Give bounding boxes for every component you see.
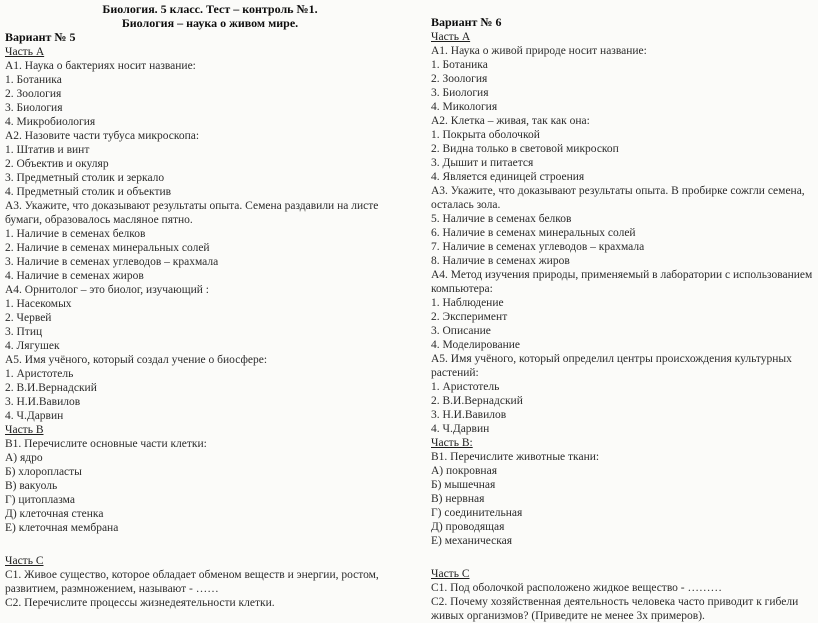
option xyxy=(2,521,418,535)
question xyxy=(428,114,816,128)
part-heading xyxy=(428,30,816,44)
option xyxy=(428,394,816,408)
line-text: Часть А xyxy=(5,46,45,58)
part-heading xyxy=(2,45,418,59)
variant-5-column xyxy=(2,3,418,610)
line-text: А2. Назовите части тубуса микроскопа: xyxy=(5,130,200,142)
part-heading xyxy=(428,436,816,450)
option xyxy=(428,338,816,352)
line-text: 4. Микробиология xyxy=(5,116,96,128)
line-text: А5. Имя учёного, который создал учение о биосфере: xyxy=(5,354,268,366)
option xyxy=(2,143,418,157)
option xyxy=(428,534,816,548)
variant-heading xyxy=(2,30,418,45)
line-text: Г) цитоплазма xyxy=(5,494,75,506)
line-text: В) вакуоль xyxy=(5,480,58,492)
variant-6-column xyxy=(428,15,816,623)
question xyxy=(2,437,418,451)
question xyxy=(2,568,418,596)
option xyxy=(428,226,816,240)
question xyxy=(2,353,418,367)
part-heading xyxy=(428,567,816,581)
page-title-line2: Биология – наука о живом мире. xyxy=(121,15,299,30)
line-text: А5. Имя учёного, который определил центры происхождения культурных растений: xyxy=(431,353,792,379)
line-text: 3. Предметный столик и зеркало xyxy=(5,172,165,184)
line-text: Часть В: xyxy=(431,437,473,449)
question xyxy=(428,595,816,623)
line-text: 1. Наблюдение xyxy=(431,297,504,309)
variant-heading xyxy=(428,15,816,30)
line-text: 1. Насекомых xyxy=(5,298,72,310)
variant-6-lines xyxy=(428,15,816,623)
option xyxy=(2,395,418,409)
option xyxy=(2,493,418,507)
option xyxy=(428,310,816,324)
line-text: В) нервная xyxy=(431,493,485,505)
option xyxy=(428,142,816,156)
option xyxy=(428,100,816,114)
line-text: 3. Н.И.Вавилов xyxy=(431,409,507,421)
line-text: 3. Биология xyxy=(5,102,63,114)
option xyxy=(2,255,418,269)
line-text: Е) механическая xyxy=(431,535,513,547)
line-text: Вариант № 6 xyxy=(431,15,502,29)
option xyxy=(2,73,418,87)
option xyxy=(428,408,816,422)
option xyxy=(428,492,816,506)
question xyxy=(428,184,816,212)
line-text: 8. Наличие в семенах жиров xyxy=(431,255,570,267)
line-text: А1. Наука о живой природе носит название: xyxy=(431,45,647,57)
line-text: 3. Дышит и питается xyxy=(431,157,534,169)
question xyxy=(2,283,418,297)
line-text: 1. Наличие в семенах белков xyxy=(5,228,146,240)
option xyxy=(428,324,816,338)
option xyxy=(2,339,418,353)
line-text: Д) проводящая xyxy=(431,521,505,533)
option xyxy=(428,506,816,520)
line-text: 7. Наличие в семенах углеводов – крахмала xyxy=(431,241,645,253)
line-text: 4. Ч.Дарвин xyxy=(5,410,64,422)
question xyxy=(428,581,816,595)
option xyxy=(2,367,418,381)
line-text: 3. Наличие в семенах углеводов – крахмала xyxy=(5,256,219,268)
line-text: 1. Аристотель xyxy=(431,381,500,393)
option xyxy=(2,507,418,521)
line-text: С1. Живое существо, которое обладает обменом веществ и энергии, ростом, развитием, размножением, называют - …… xyxy=(5,569,379,595)
option xyxy=(2,297,418,311)
option xyxy=(428,156,816,170)
question xyxy=(2,199,418,227)
spacer xyxy=(2,535,418,554)
line-text: А3. Укажите, что доказывают результаты опыта. Семена раздавили на листе бумаги, образовалось масляное пятно. xyxy=(5,200,379,226)
line-text: Вариант № 5 xyxy=(5,30,76,44)
line-text: А3. Укажите, что доказывают результаты опыта. В пробирке сожгли семена, осталась зола. xyxy=(431,185,805,211)
option xyxy=(428,478,816,492)
option xyxy=(2,157,418,171)
question xyxy=(2,596,418,610)
line-text: С1. Под оболочкой расположено жидкое вещество - ……… xyxy=(431,582,723,594)
option xyxy=(428,58,816,72)
line-text: 1. Штатив и винт xyxy=(5,144,90,156)
line-text: 4. Наличие в семенах жиров xyxy=(5,270,144,282)
part-heading xyxy=(2,554,418,568)
line-text: 2. В.И.Вернадский xyxy=(431,395,523,407)
line-text: С2. Почему хозяйственная деятельность человека часто приводит к гибели живых организмов? (Приведите не менее 3х примеров). xyxy=(431,596,799,622)
line-text: 4. Лягушек xyxy=(5,340,60,352)
option xyxy=(2,115,418,129)
option xyxy=(428,422,816,436)
line-text: Г) соединительная xyxy=(431,507,523,519)
option xyxy=(2,227,418,241)
line-text: 4. Предметный столик и объектив xyxy=(5,186,172,198)
option xyxy=(2,171,418,185)
line-text: 2. Объектив и окуляр xyxy=(5,158,109,170)
option xyxy=(428,212,816,226)
option xyxy=(428,72,816,86)
line-text: 2. Видна только в световой микроскоп xyxy=(431,143,619,155)
page-title-line1: Биология. 5 класс. Тест – контроль №1. xyxy=(102,2,318,16)
option xyxy=(428,170,816,184)
line-text: 6. Наличие в семенах минеральных солей xyxy=(431,227,636,239)
option xyxy=(2,87,418,101)
option xyxy=(428,86,816,100)
question xyxy=(2,129,418,143)
line-text: 1. Аристотель xyxy=(5,368,74,380)
line-text: 3. Птиц xyxy=(5,326,43,338)
question xyxy=(428,268,816,296)
line-text: 2. Наличие в семенах минеральных солей xyxy=(5,242,210,254)
option xyxy=(428,380,816,394)
line-text: 2. Эксперимент xyxy=(431,311,508,323)
line-text: 3. Биология xyxy=(431,87,489,99)
option xyxy=(2,325,418,339)
option xyxy=(2,479,418,493)
line-text: Б) мышечная xyxy=(431,479,496,491)
option xyxy=(2,311,418,325)
option xyxy=(2,269,418,283)
question xyxy=(428,44,816,58)
line-text: В1. Перечислите основные части клетки: xyxy=(5,438,207,450)
line-text: Часть С xyxy=(431,568,470,580)
question xyxy=(2,59,418,73)
option xyxy=(2,185,418,199)
line-text: А1. Наука о бактериях носит название: xyxy=(5,60,196,72)
line-text: В1. Перечислите животные ткани: xyxy=(431,451,600,463)
option xyxy=(428,520,816,534)
question xyxy=(428,450,816,464)
line-text: 4. Ч.Дарвин xyxy=(431,423,490,435)
line-text: 2. Зоология xyxy=(5,88,62,100)
line-text: Б) хлоропласты xyxy=(5,466,82,478)
spacer xyxy=(428,548,816,567)
line-text: Е) клеточная мембрана xyxy=(5,522,119,534)
option xyxy=(2,409,418,423)
line-text: 5. Наличие в семенах белков xyxy=(431,213,572,225)
line-text: Часть В xyxy=(5,424,44,436)
line-text: 2. В.И.Вернадский xyxy=(5,382,97,394)
line-text: 3. Н.И.Вавилов xyxy=(5,396,81,408)
option xyxy=(2,465,418,479)
line-text: А2. Клетка – живая, так как она: xyxy=(431,115,590,127)
line-text: 4. Моделирование xyxy=(431,339,521,351)
option xyxy=(2,381,418,395)
line-text: Д) клеточная стенка xyxy=(5,508,104,520)
line-text: 4. Микология xyxy=(431,101,498,113)
line-text: Часть С xyxy=(5,555,44,567)
option xyxy=(428,296,816,310)
page-title xyxy=(2,3,418,30)
line-text: 3. Описание xyxy=(431,325,491,337)
line-text: 4. Является единицей строения xyxy=(431,171,585,183)
option xyxy=(2,451,418,465)
line-text: А) покровная xyxy=(431,465,497,477)
line-text: А4. Метод изучения природы, применяемый в лаборатории с использованием компьютера: xyxy=(431,269,813,295)
line-text: А) ядро xyxy=(5,452,43,464)
question xyxy=(428,352,816,380)
option xyxy=(2,101,418,115)
line-text: Часть А xyxy=(431,31,471,43)
line-text: 2. Червей xyxy=(5,312,52,324)
option xyxy=(2,241,418,255)
line-text: 1. Ботаника xyxy=(431,59,488,71)
line-text: А4. Орнитолог – это биолог, изучающий : xyxy=(5,284,209,296)
part-heading xyxy=(2,423,418,437)
option xyxy=(428,254,816,268)
option xyxy=(428,464,816,478)
option xyxy=(428,128,816,142)
line-text: 1. Ботаника xyxy=(5,74,62,86)
line-text: 2. Зоология xyxy=(431,73,488,85)
line-text: С2. Перечислите процессы жизнедеятельности клетки. xyxy=(5,597,275,609)
line-text: 1. Покрыта оболочкой xyxy=(431,129,540,141)
variant-5-lines xyxy=(2,30,418,610)
option xyxy=(428,240,816,254)
